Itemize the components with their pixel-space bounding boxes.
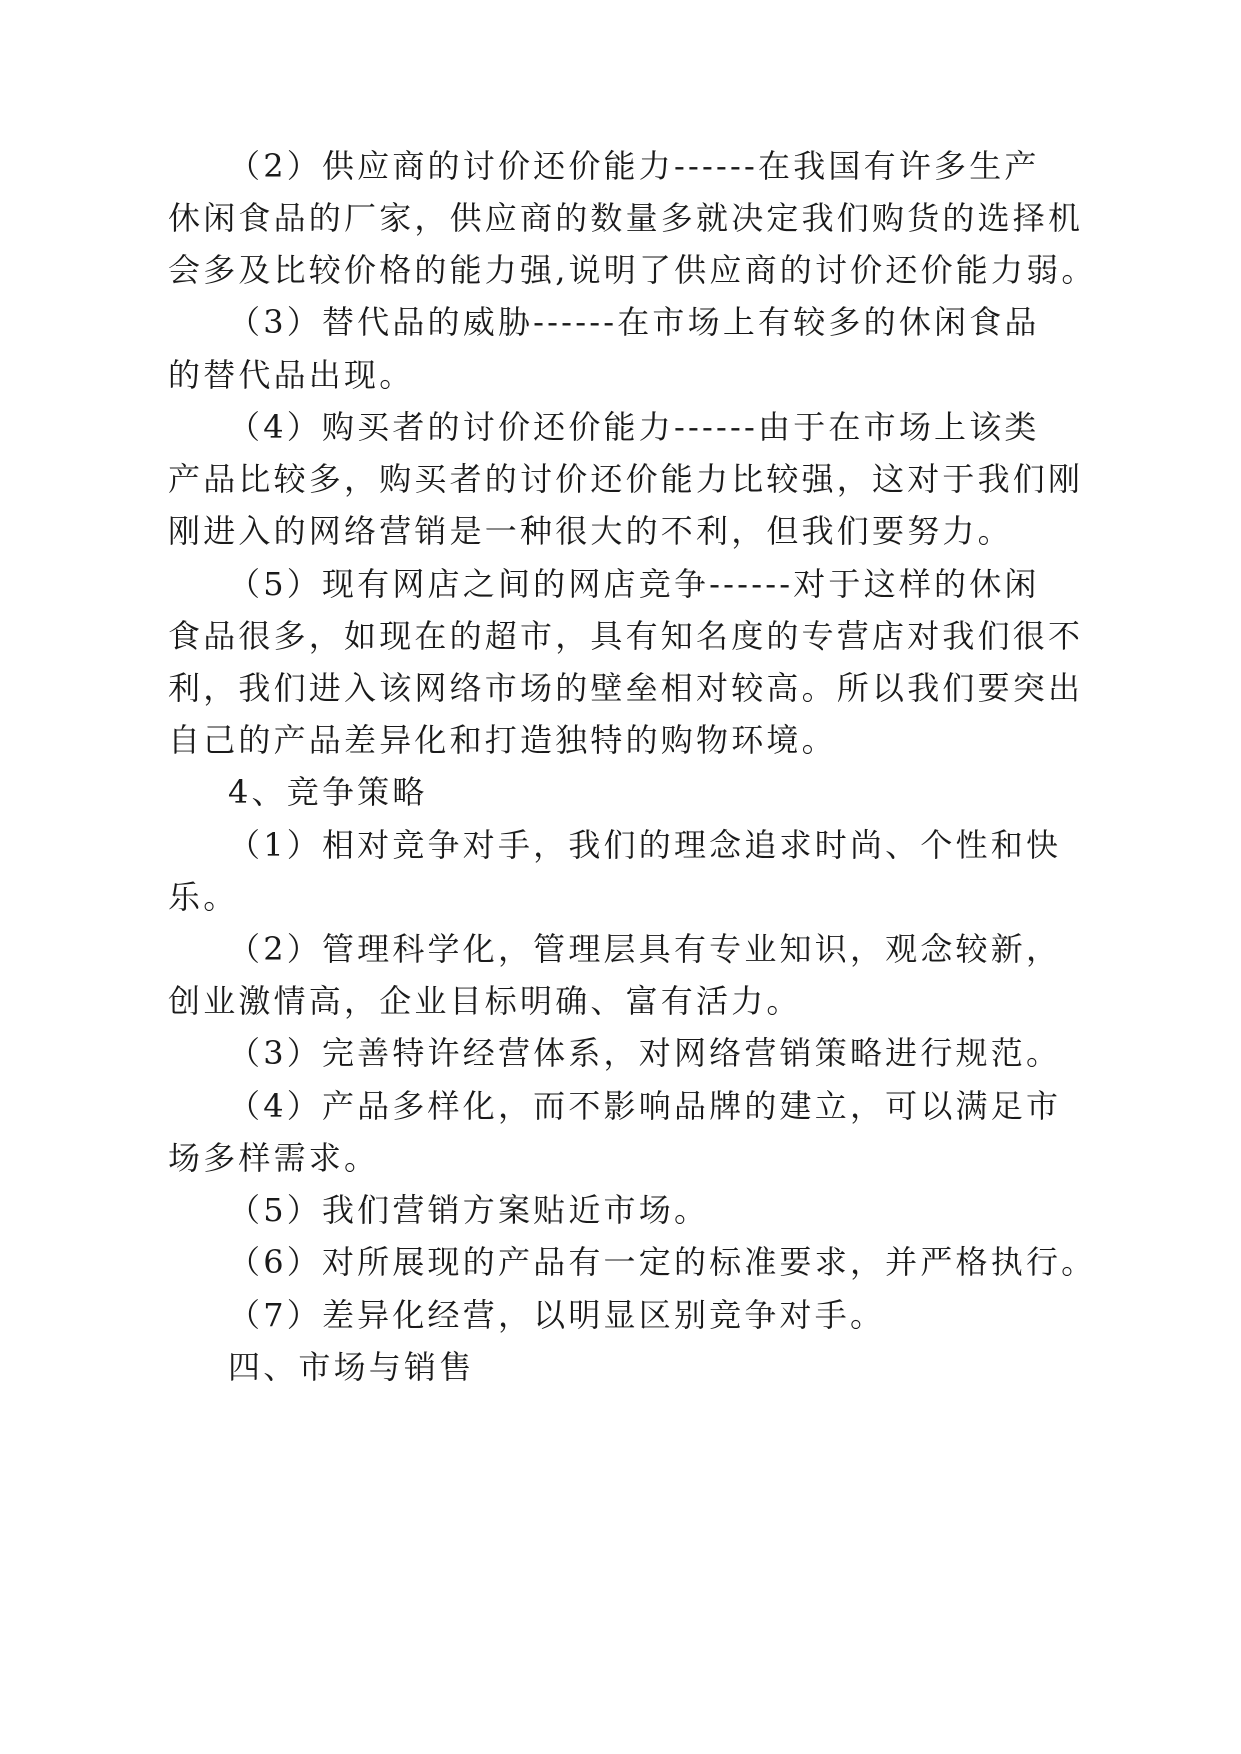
paragraph-line: 利，我们进入该网络市场的壁垒相对较高。所以我们要突出 (168, 669, 1084, 707)
paragraph-line: 乐。 (168, 878, 239, 916)
paragraph-line: 食品很多，如现在的超市，具有知名度的专营店对我们很不 (168, 617, 1084, 655)
paragraph-line: （4）购买者的讨价还价能力------由于在市场上该类 (228, 408, 1040, 446)
paragraph-line: （6）对所展现的产品有一定的标准要求，并严格执行。 (228, 1243, 1097, 1281)
section-heading: 四、市场与销售 (228, 1348, 475, 1386)
paragraph-line: （3）替代品的威胁------在市场上有较多的休闲食品 (228, 303, 1040, 341)
paragraph-line: 自己的产品差异化和打造独特的购物环境。 (168, 721, 837, 759)
paragraph-line: 产品比较多，购买者的讨价还价能力比较强，这对于我们刚 (168, 460, 1084, 498)
paragraph-line: 会多及比较价格的能力强,说明了供应商的讨价还价能力弱。 (168, 251, 1097, 289)
paragraph-line: （4）产品多样化，而不影响品牌的建立，可以满足市 (228, 1087, 1062, 1125)
paragraph-line: 休闲食品的厂家，供应商的数量多就决定我们购货的选择机 (168, 199, 1084, 237)
section-heading: 4、竞争策略 (228, 773, 428, 811)
paragraph-line: 创业激情高，企业目标明确、富有活力。 (168, 982, 802, 1020)
paragraph-line: （5）现有网店之间的网店竞争------对于这样的休闲 (228, 565, 1040, 603)
paragraph-line: （2）供应商的讨价还价能力------在我国有许多生产 (228, 147, 1040, 185)
paragraph-line: （5）我们营销方案贴近市场。 (228, 1191, 710, 1229)
paragraph-line: 场多样需求。 (168, 1139, 380, 1177)
paragraph-line: 的替代品出现。 (168, 356, 415, 394)
paragraph-line: （2）管理科学化，管理层具有专业知识，观念较新， (228, 930, 1062, 968)
paragraph-line: （3）完善特许经营体系，对网络营销策略进行规范。 (228, 1034, 1062, 1072)
paragraph-line: （1）相对竞争对手，我们的理念追求时尚、个性和快 (228, 826, 1062, 864)
paragraph-line: 刚进入的网络营销是一种很大的不利，但我们要努力。 (168, 512, 1013, 550)
paragraph-line: （7）差异化经营，以明显区别竞争对手。 (228, 1296, 886, 1334)
